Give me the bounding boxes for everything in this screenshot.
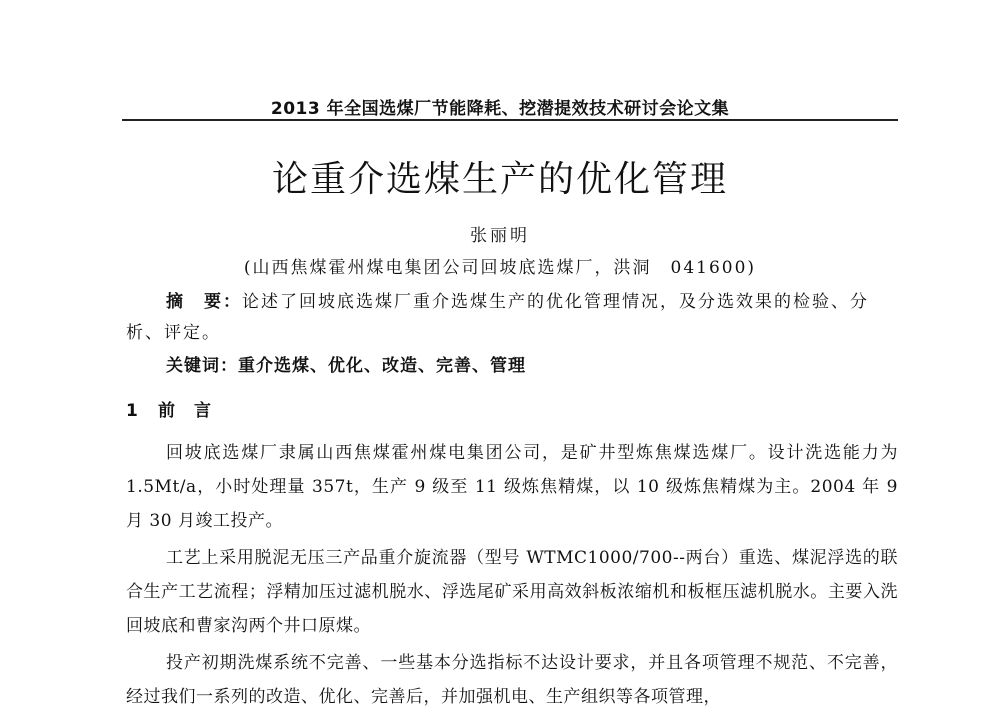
running-header: 2013 年全国选煤厂节能降耗、挖潜提效技术研讨会论文集 bbox=[270, 99, 730, 119]
keywords-label: 关键词： bbox=[166, 356, 238, 376]
paragraph-2: 工艺上采用脱泥无压三产品重介旋流器（型号 WTMC1000/700--两台）重选、煤泥浮选的联合生产工艺流程；浮精加压过滤机脱水、浮选尾矿采用高效斜板浓缩机和板框压滤机脱水。主要入洗回坡底和曹家沟两个井口原煤。 bbox=[126, 548, 898, 636]
paragraph-3: 投产初期洗煤系统不完善、一些基本分选指标不达设计要求，并且各项管理不规范、不完善，经过我们一系列的改造、优化、完善后，并加强机电、生产组织等各项管理， bbox=[126, 653, 898, 707]
keywords bbox=[166, 351, 526, 376]
keywords-text: 重介选煤、优化、改造、完善、管理 bbox=[238, 356, 526, 376]
header-rule bbox=[122, 119, 898, 121]
abstract-label: 摘 要： bbox=[166, 292, 242, 312]
author-name: 张丽明 bbox=[470, 226, 530, 246]
section-heading bbox=[126, 396, 212, 421]
abstract-text: 论述了回坡底选煤厂重介选煤生产的优化管理情况，及分选效果的检验、分析、评定。 bbox=[126, 292, 869, 343]
abstract bbox=[126, 287, 896, 349]
author-affiliation: (山西焦煤霍州煤电集团公司回坡底选煤厂，洪洞 041600) bbox=[243, 258, 757, 278]
section-title: 前 言 bbox=[158, 401, 212, 421]
paragraph-1: 回坡底选煤厂隶属山西焦煤霍州煤电集团公司，是矿井型炼焦煤选煤厂。设计洗选能力为 1.5Mt/a，小时处理量 357t，生产 9 级至 11 级炼焦精煤，以 10 级炼焦精煤为主。2004 年 9 月 30 月竣工投产。 bbox=[126, 443, 898, 531]
section-body bbox=[126, 436, 898, 717]
section-number: 1 bbox=[126, 401, 139, 421]
paper-title: 论重介选煤生产的优化管理 bbox=[271, 159, 728, 200]
